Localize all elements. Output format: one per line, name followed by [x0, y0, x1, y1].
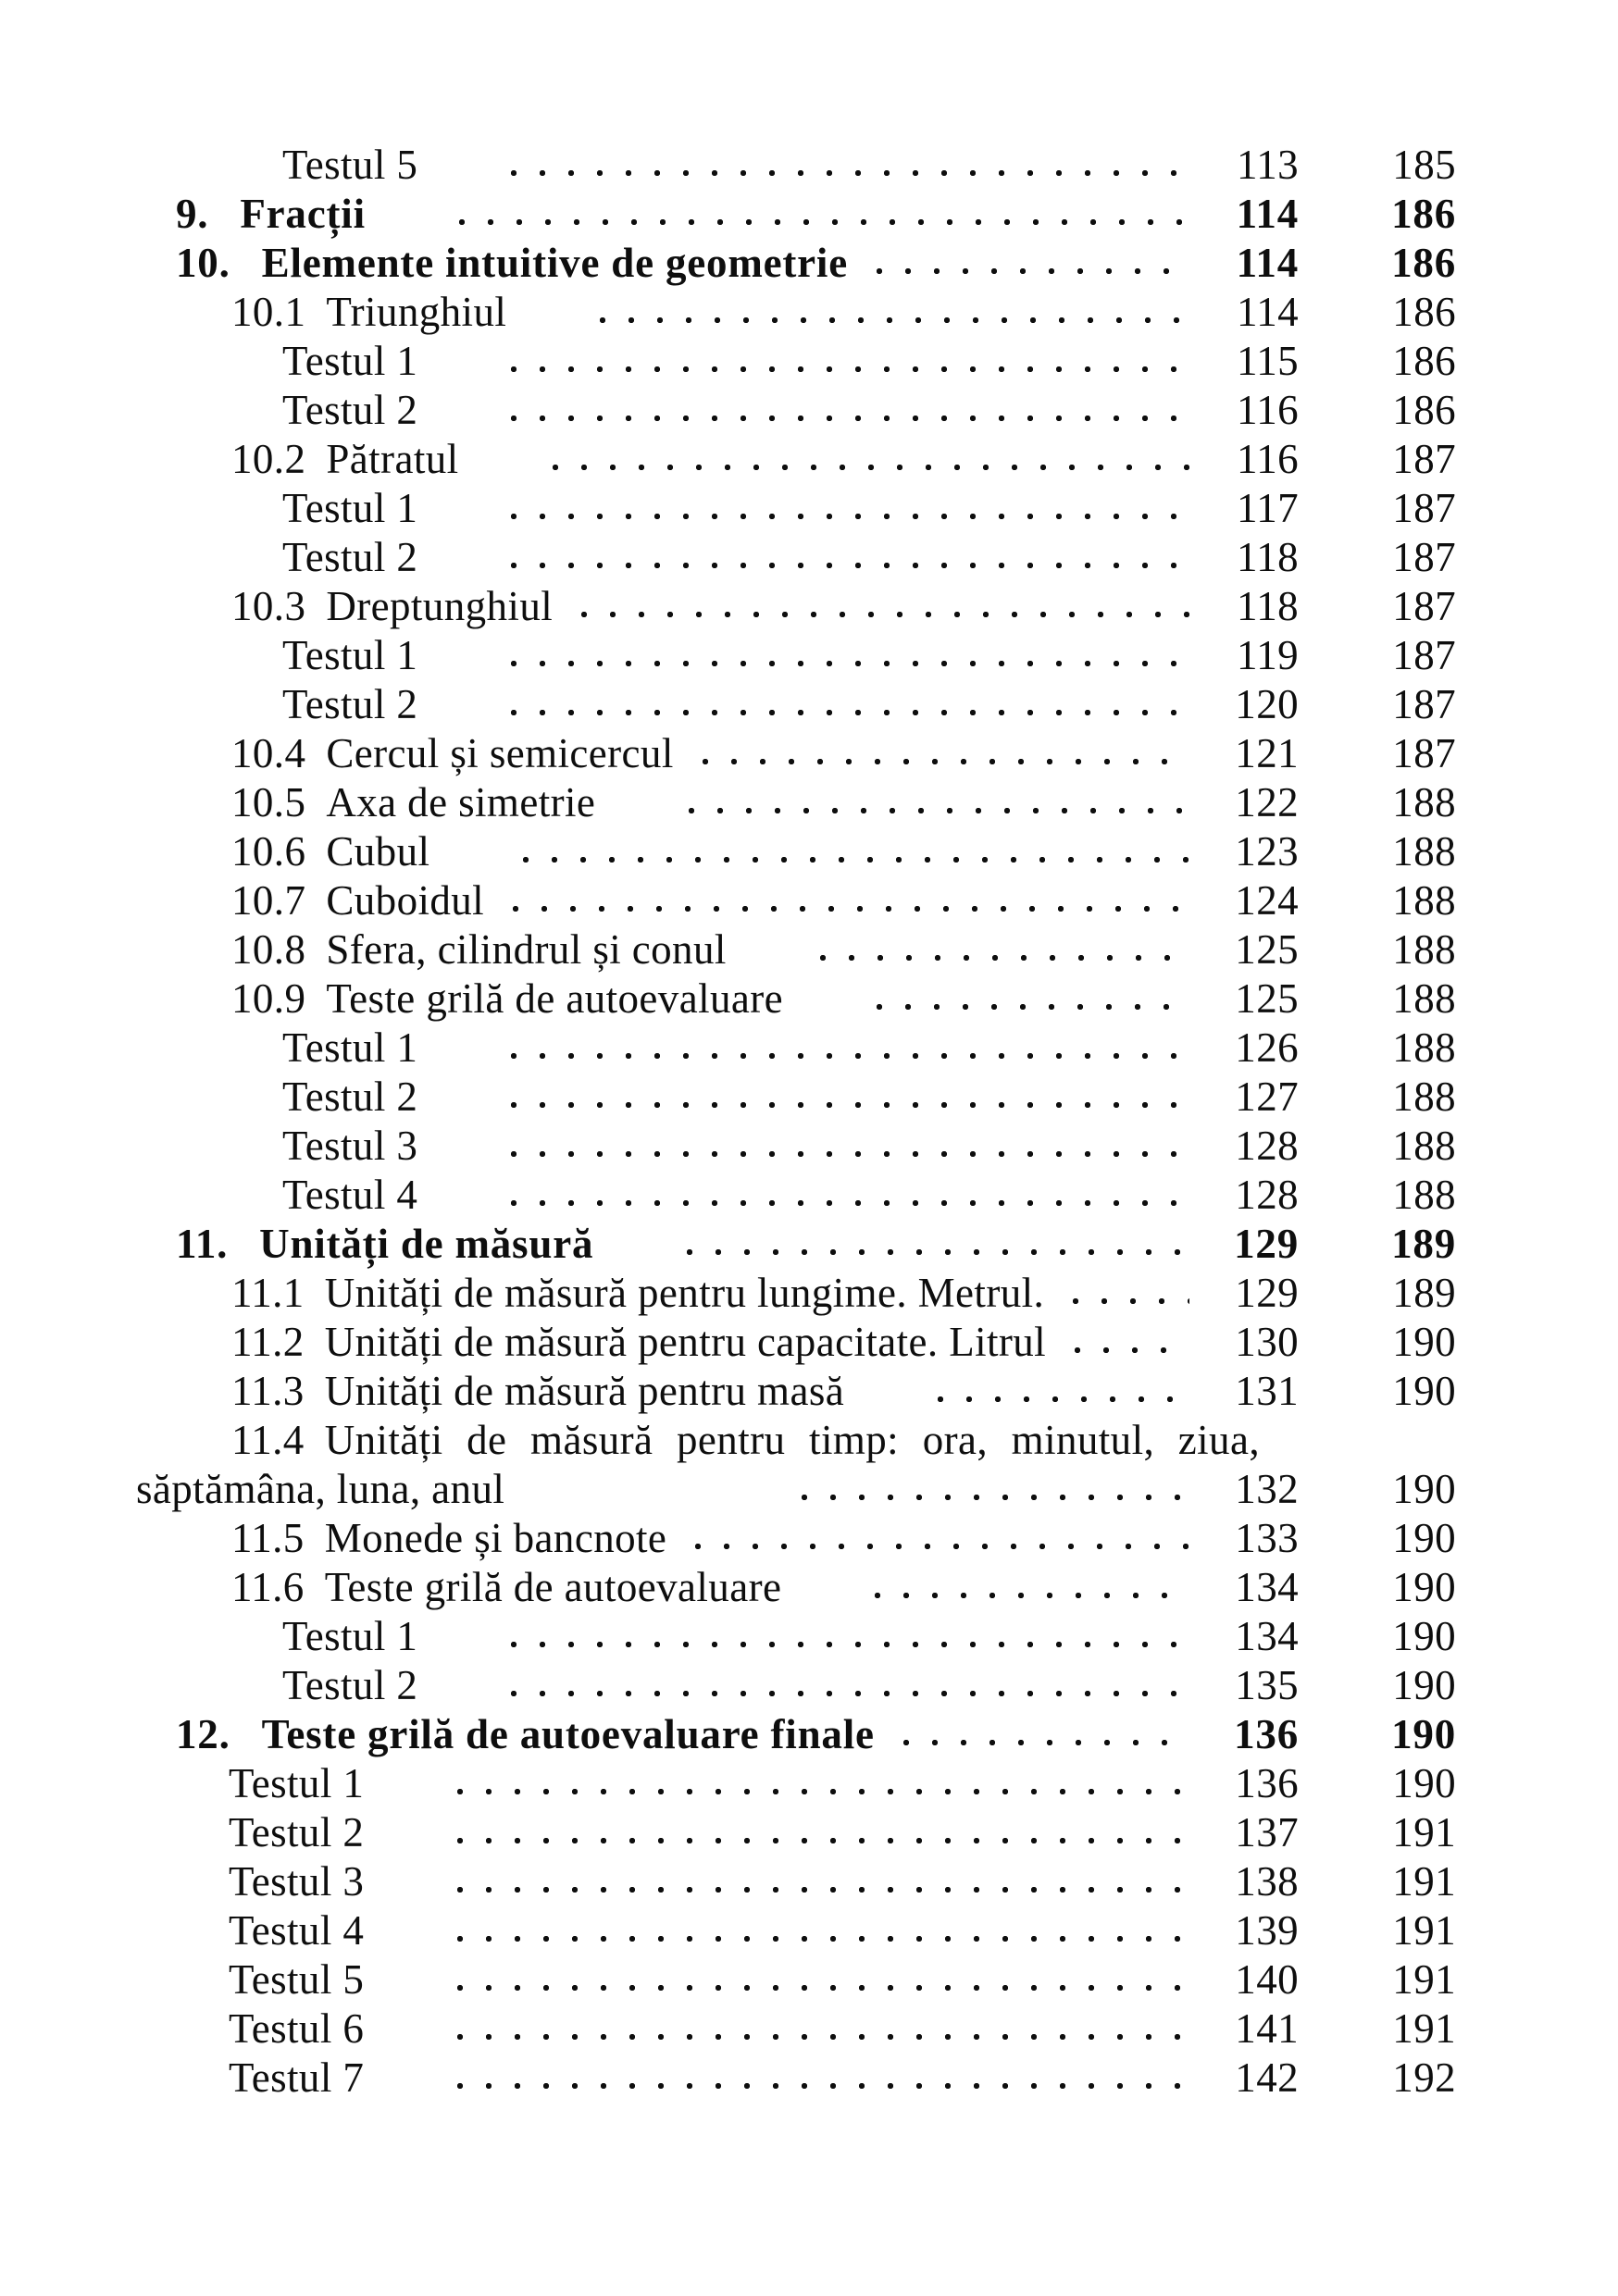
page-number: 141: [1235, 2005, 1299, 2052]
answers-page-number: 190: [1392, 1662, 1456, 1708]
answers-page-number: 188: [1392, 877, 1456, 924]
page-number: 132: [1235, 1466, 1299, 1512]
dot-leader: [510, 1198, 1189, 1209]
toc-entry-label: Cuboidul: [326, 877, 485, 924]
dot-leader: [874, 1590, 1189, 1601]
toc-entry-label: săptămâna, luna, anul: [136, 1466, 505, 1512]
toc-row: [0, 1514, 1456, 1563]
dot-leader: [819, 952, 1189, 963]
answers-page-number: 187: [1392, 583, 1456, 629]
toc-entry-label: Testul 2: [282, 1074, 418, 1120]
dot-leader: [522, 854, 1189, 865]
answers-page-number: 188: [1392, 1123, 1456, 1169]
answers-page-number: 187: [1392, 485, 1456, 531]
answers-page-number: 189: [1392, 1270, 1456, 1316]
answers-page-number: 190: [1392, 1564, 1456, 1610]
toc-row: [0, 533, 1456, 582]
page-number: 127: [1235, 1074, 1299, 1120]
page-number: 114: [1236, 289, 1299, 335]
toc-entry-label: Pătratul: [326, 436, 459, 482]
dot-leader: [801, 1492, 1189, 1503]
toc-row: [0, 729, 1456, 778]
dot-leader: [456, 2031, 1189, 2042]
dot-leader: [688, 805, 1189, 816]
toc-entry-number: 10.: [176, 240, 230, 286]
dot-leader: [599, 315, 1189, 326]
page-number: 131: [1235, 1368, 1299, 1414]
dot-leader: [902, 1737, 1189, 1748]
toc-entry-label: Elemente intuitive de geometrie: [261, 240, 849, 286]
toc-entry-label: Testul 5: [229, 1956, 365, 2003]
page-number: 114: [1236, 191, 1299, 237]
toc-entry-label: Testul 2: [282, 387, 418, 433]
dot-leader: [512, 903, 1189, 914]
toc-entry-number: 11.5: [231, 1515, 305, 1561]
toc-row: [0, 386, 1456, 435]
dot-leader: [510, 1099, 1189, 1111]
toc-entry-label: Unități de măsură pentru capacitate. Litrul: [324, 1319, 1047, 1365]
answers-page-number: 191: [1392, 1809, 1456, 1855]
toc-row: [0, 582, 1456, 631]
dot-leader: [456, 1982, 1189, 1993]
answers-page-number: 190: [1392, 1613, 1456, 1659]
toc-entry-number: 10.6: [231, 828, 306, 875]
toc-entry-number: 10.9: [231, 975, 306, 1022]
toc-row: [0, 1122, 1456, 1171]
toc-entry-label: Unități de măsură: [259, 1221, 594, 1267]
answers-page-number: 190: [1391, 1711, 1456, 1757]
dot-leader: [1072, 1296, 1189, 1307]
answers-page-number: 190: [1392, 1319, 1456, 1365]
toc-row: [0, 1906, 1456, 1955]
page-number: 119: [1236, 632, 1299, 678]
toc-row: [0, 876, 1456, 925]
page-number: 116: [1236, 436, 1299, 482]
dot-leader: [510, 658, 1189, 669]
toc-entry-number: 10.3: [231, 583, 306, 629]
toc-row: [0, 1955, 1456, 2004]
answers-page-number: 189: [1391, 1221, 1456, 1267]
toc-row: [0, 435, 1456, 484]
answers-page-number: 187: [1392, 730, 1456, 776]
page-number: 123: [1235, 828, 1299, 875]
page-number: 113: [1236, 142, 1299, 188]
dot-leader: [876, 1001, 1189, 1012]
dot-leader: [510, 707, 1189, 718]
toc-entry-label: Testul 2: [282, 534, 418, 580]
toc-entry-label: Testul 7: [229, 2054, 365, 2101]
dot-leader: [876, 266, 1189, 277]
toc-entry-label: Sfera, cilindrul și conul: [326, 926, 727, 973]
toc-entry-label: Unități de măsură pentru masă: [324, 1368, 845, 1414]
toc-row: [0, 1073, 1456, 1122]
page-number: 128: [1235, 1172, 1299, 1218]
toc-row: [0, 1710, 1456, 1759]
answers-page-number: 191: [1392, 1956, 1456, 2003]
answers-page-number: 188: [1392, 975, 1456, 1022]
toc-entry-label: Fracții: [240, 191, 366, 237]
page-number: 135: [1235, 1662, 1299, 1708]
toc-entry-label: Testul 3: [229, 1858, 365, 1905]
dot-leader: [510, 364, 1189, 375]
toc-entry-label: Testul 4: [229, 1907, 365, 1954]
page-number: 116: [1236, 387, 1299, 433]
toc-row: [0, 1563, 1456, 1612]
page-number: 140: [1235, 1956, 1299, 2003]
toc-entry-label: Testul 5: [282, 142, 418, 188]
toc-entry-label: Testul 4: [282, 1172, 418, 1218]
answers-page-number: 188: [1392, 1024, 1456, 1071]
dot-leader: [552, 462, 1189, 473]
toc-entry-label: Dreptunghiul: [326, 583, 554, 629]
toc-entry-label: Testul 1: [282, 338, 418, 384]
answers-page-number: 186: [1392, 289, 1456, 335]
dot-leader: [510, 511, 1189, 522]
answers-page-number: 188: [1392, 828, 1456, 875]
toc-entry-label: Cubul: [326, 828, 430, 875]
toc-entry-number: 11.1: [231, 1270, 305, 1316]
toc-entry-number: 10.2: [231, 436, 306, 482]
toc-entry-label: Testul 1: [282, 485, 418, 531]
dot-leader: [510, 560, 1189, 571]
toc-row: [0, 288, 1456, 337]
page-number: 125: [1235, 926, 1299, 973]
toc-entry-label: Teste grilă de autoevaluare: [324, 1564, 782, 1610]
page-number: 129: [1235, 1270, 1299, 1316]
toc-row: [0, 631, 1456, 680]
dot-leader: [1074, 1345, 1189, 1356]
dot-leader: [458, 217, 1189, 228]
dot-leader: [510, 1148, 1189, 1160]
page-number: 115: [1236, 338, 1299, 384]
toc-entry-label: Testul 1: [282, 1613, 418, 1659]
toc-entry-label: Teste grilă de autoevaluare: [326, 975, 784, 1022]
dot-leader: [510, 1050, 1189, 1061]
answers-page-number: 188: [1392, 1172, 1456, 1218]
toc-row: [0, 1171, 1456, 1220]
dot-leader: [580, 609, 1189, 620]
toc-entry-number: 12.: [176, 1711, 230, 1757]
toc-row: [0, 2004, 1456, 2054]
toc-row: [0, 1808, 1456, 1857]
toc-row: [0, 1318, 1456, 1367]
toc-row: [0, 1759, 1456, 1808]
page-number: 117: [1236, 485, 1299, 531]
toc-entry-label: Unități de măsură pentru lungime. Metrul.: [324, 1270, 1045, 1316]
dot-leader: [937, 1394, 1189, 1405]
toc-row: [0, 974, 1456, 1024]
toc-entry-label: Cercul și semicercul: [326, 730, 674, 776]
answers-page-number: 186: [1392, 338, 1456, 384]
page-number: 133: [1235, 1515, 1299, 1561]
page-number: 130: [1235, 1319, 1299, 1365]
answers-page-number: 190: [1392, 1368, 1456, 1414]
page-number: 120: [1235, 681, 1299, 727]
answers-page-number: 186: [1391, 191, 1456, 237]
toc-row: [0, 239, 1456, 288]
answers-page-number: 191: [1392, 1858, 1456, 1905]
answers-page-number: 191: [1392, 1907, 1456, 1954]
dot-leader: [702, 756, 1189, 767]
toc-entry-number: 10.1: [231, 289, 306, 335]
answers-page-number: 190: [1392, 1466, 1456, 1512]
dot-leader: [456, 1835, 1189, 1846]
toc-row: [0, 190, 1456, 239]
toc-row: [0, 1661, 1456, 1710]
answers-page-number: 187: [1392, 436, 1456, 482]
toc-row: [0, 1612, 1456, 1661]
toc-row: [0, 141, 1456, 190]
toc-row: [0, 827, 1456, 876]
page-number: 122: [1235, 779, 1299, 825]
toc-entry-number: 9.: [176, 191, 209, 237]
toc-row: [0, 1269, 1456, 1318]
toc-entry-label: Teste grilă de autoevaluare finale: [261, 1711, 875, 1757]
dot-leader: [456, 1786, 1189, 1797]
page-number: 142: [1235, 2054, 1299, 2101]
toc-entry-label: Unități de măsură pentru timp: ora, minutul, ziua,: [324, 1417, 1260, 1463]
toc-entry-label: Testul 3: [282, 1123, 418, 1169]
toc-row: [0, 1857, 1456, 1906]
page-number: 136: [1235, 1760, 1299, 1806]
toc-entry-label: Axa de simetrie: [326, 779, 596, 825]
toc-entry-label: Triunghiul: [326, 289, 507, 335]
toc-entry-label: Testul 1: [229, 1760, 365, 1806]
answers-page-number: 190: [1392, 1515, 1456, 1561]
page-number: 128: [1235, 1123, 1299, 1169]
dot-leader: [456, 1933, 1189, 1944]
toc-entry-label: Monede și bancnote: [324, 1515, 667, 1561]
page-number: 139: [1235, 1907, 1299, 1954]
toc-row: [0, 680, 1456, 729]
dot-leader: [456, 1884, 1189, 1895]
toc-row: [0, 778, 1456, 827]
toc-entry-number: 11.6: [231, 1564, 305, 1610]
toc-row: [0, 1024, 1456, 1073]
answers-page-number: 188: [1392, 926, 1456, 973]
toc-row: [0, 1367, 1456, 1416]
answers-page-number: 187: [1392, 632, 1456, 678]
toc-row: [0, 484, 1456, 533]
page-number: 118: [1236, 583, 1299, 629]
page-number: 137: [1235, 1809, 1299, 1855]
toc-entry-number: 11.4: [231, 1417, 305, 1463]
toc-entry-number: 11.2: [231, 1319, 305, 1365]
page-number: 126: [1235, 1024, 1299, 1071]
dot-leader: [510, 1688, 1189, 1699]
toc-entry-label: Testul 6: [229, 2005, 365, 2052]
toc-entry-number: 10.5: [231, 779, 306, 825]
answers-page-number: 188: [1392, 779, 1456, 825]
toc-entry-number: 10.4: [231, 730, 306, 776]
answers-page-number: 190: [1392, 1760, 1456, 1806]
toc-row: [0, 1465, 1456, 1514]
page-number: 125: [1235, 975, 1299, 1022]
toc-entry-label: Testul 2: [229, 1809, 365, 1855]
page-number: 129: [1234, 1221, 1299, 1267]
answers-page-number: 187: [1392, 534, 1456, 580]
dot-leader: [694, 1541, 1189, 1552]
toc-entry-label: Testul 2: [282, 681, 418, 727]
page-number: 124: [1235, 877, 1299, 924]
page-number: 118: [1236, 534, 1299, 580]
answers-page-number: 186: [1391, 240, 1456, 286]
toc-entry-label: Testul 1: [282, 632, 418, 678]
toc-row: [0, 1416, 1456, 1465]
toc-entry-label: Testul 2: [282, 1662, 418, 1708]
toc-row: [0, 1220, 1456, 1269]
toc-entry-number: 11.: [176, 1221, 229, 1267]
dot-leader: [510, 1639, 1189, 1650]
dot-leader: [456, 2080, 1189, 2091]
page-number: 114: [1236, 240, 1299, 286]
page-number: 136: [1234, 1711, 1299, 1757]
toc-entry-number: 11.3: [231, 1368, 305, 1414]
toc-entry-number: 10.8: [231, 926, 306, 973]
page-number: 138: [1235, 1858, 1299, 1905]
answers-page-number: 186: [1392, 387, 1456, 433]
dot-leader: [510, 168, 1189, 179]
answers-page-number: 188: [1392, 1074, 1456, 1120]
answers-page-number: 187: [1392, 681, 1456, 727]
toc-row: [0, 337, 1456, 386]
dot-leader: [686, 1247, 1189, 1258]
page-number: 121: [1235, 730, 1299, 776]
answers-page-number: 191: [1392, 2005, 1456, 2052]
toc-entry-number: 10.7: [231, 877, 306, 924]
toc-row: [0, 925, 1456, 974]
page-number: 134: [1235, 1613, 1299, 1659]
answers-page-number: 185: [1392, 142, 1456, 188]
toc-row: [0, 2054, 1456, 2103]
dot-leader: [510, 413, 1189, 424]
answers-page-number: 192: [1392, 2054, 1456, 2101]
page-number: 134: [1235, 1564, 1299, 1610]
toc-entry-label: Testul 1: [282, 1024, 418, 1071]
